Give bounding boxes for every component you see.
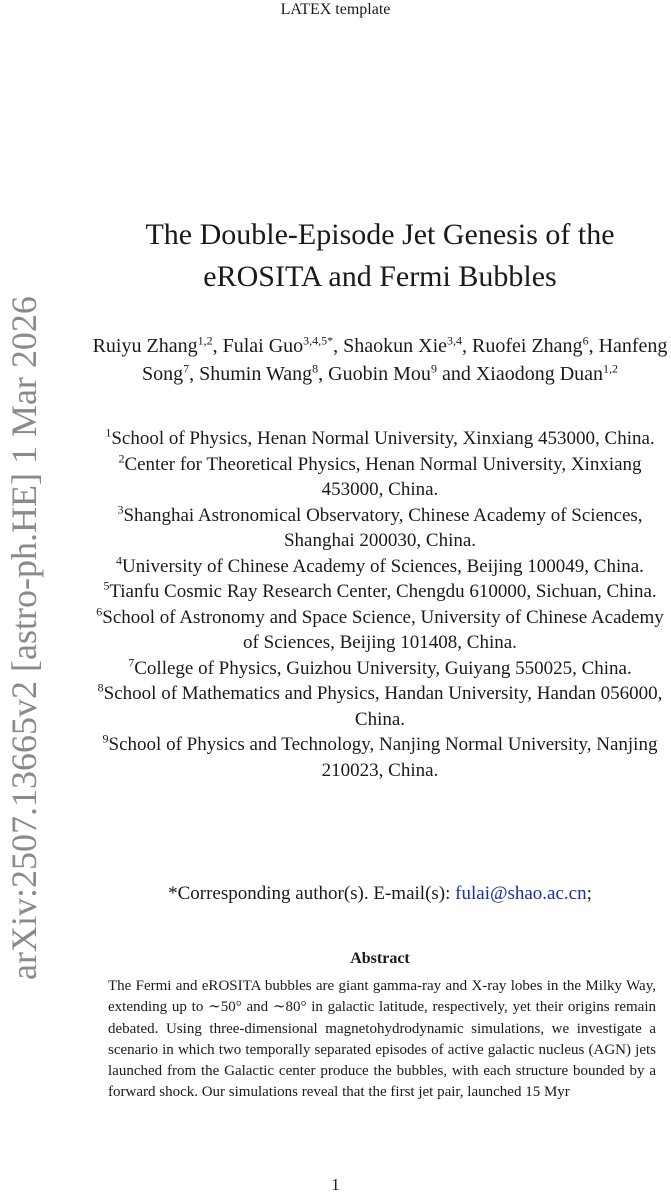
author-affiliation-marker: 1,2: [197, 333, 213, 348]
affiliation-text: Center for Theoretical Physics, Henan Normal University, Xinxiang 453000, China.: [124, 453, 642, 500]
affiliation-text: School of Mathematics and Physics, Handan University, Handan 056000, China.: [103, 683, 663, 730]
affiliation-text: Shanghai Astronomical Observatory, Chinese Academy of Sciences, Shanghai 200030, China.: [123, 504, 643, 551]
affiliation-item: [90, 732, 670, 783]
abstract-body: The Fermi and eROSITA bubbles are giant gamma-ray and X-ray lobes in the Milky Way, extending up to ∼50° and ∼80° in galactic latitude, respectively, yet their origins remain debated. Using three-dimensional magnetohydrodynamic simulations, we investigate a scenario in which two temporally separated episodes of active galactic nucleus (AGN) jets launched from the Galactic center produce the bubbles, with each structure bounded by a forward shock. Our simulations reveal that the first jet pair, launched 15 Myr: [108, 978, 656, 1101]
author-affiliation-marker: 3,4,5*: [303, 333, 334, 348]
affiliation-number: 3: [117, 502, 124, 517]
corresponding-label: *Corresponding author(s). E-mail(s):: [168, 883, 456, 904]
affiliation-text: School of Physics, Henan Normal University, Xinxiang 453000, China.: [111, 428, 655, 449]
author-affiliation-marker: 8: [312, 361, 319, 376]
author-affiliation-marker: 6: [582, 333, 589, 348]
arxiv-identifier[interactable]: arXiv:2507.13665v2 [astro-ph.HE] 1 Mar 2026: [4, 296, 44, 980]
affiliation-number: 6: [96, 604, 103, 619]
author-name: Ruofei Zhang: [472, 335, 583, 357]
affiliation-item: [90, 426, 670, 452]
affiliation-number: 4: [116, 553, 123, 568]
title-line-1: The Double-Episode Jet Genesis of the: [145, 218, 615, 251]
affiliation-number: 7: [128, 655, 135, 670]
author-separator: ,: [318, 363, 329, 385]
author-name: and Xiaodong Duan: [441, 363, 604, 385]
affiliation-item: [90, 452, 670, 503]
affiliation-text: College of Physics, Guizhou University, Guiyang 550025, China.: [134, 657, 632, 679]
affiliation-text: School of Physics and Technology, Nanjing Normal University, Nanjing 210023, China.: [108, 734, 658, 781]
author-name: Hanfeng Song: [141, 335, 668, 385]
author-separator: ,: [189, 363, 200, 385]
running-header: LATEX template: [280, 1, 391, 18]
author-separator: ,: [333, 335, 344, 357]
affiliation-number: 5: [103, 578, 110, 593]
paper-title: [90, 214, 670, 298]
author-separator: ,: [588, 335, 599, 357]
author-name: Shaokun Xie: [343, 335, 448, 357]
affiliation-item: [90, 605, 670, 656]
corresponding-suffix: ;: [586, 883, 592, 904]
author-list: [90, 332, 670, 388]
author-name: Shumin Wang: [199, 363, 313, 385]
affiliation-item: [90, 554, 670, 580]
author-affiliation-marker: 7: [183, 361, 190, 376]
author-separator: ,: [212, 335, 223, 357]
abstract-heading: Abstract: [350, 950, 410, 967]
author-separator: ,: [462, 335, 473, 357]
author-affiliation-marker: 9: [430, 361, 437, 376]
affiliation-text: University of Chinese Academy of Sciences, Beijing 100049, China.: [122, 555, 644, 577]
affiliation-number: 1: [105, 425, 112, 440]
affiliation-number: 9: [102, 731, 109, 746]
affiliation-item: [90, 579, 670, 605]
author-name: Fulai Guo: [222, 335, 304, 357]
author-name: Guobin Mou: [328, 363, 431, 385]
affiliation-number: 8: [97, 680, 104, 695]
title-line-2: eROSITA and Fermi Bubbles: [203, 260, 557, 293]
author-affiliation-marker: 3,4: [447, 333, 463, 348]
author-affiliation-marker: 1,2: [603, 361, 619, 376]
author-name: Ruiyu Zhang: [92, 335, 198, 357]
corresponding-author: [90, 881, 670, 907]
arxiv-sidebar: [4, 268, 44, 1008]
affiliation-text: School of Astronomy and Space Science, University of Chinese Academy of Sciences, Beijing 101408, China.: [102, 606, 664, 653]
affiliation-item: [90, 503, 670, 554]
affiliation-text: Tianfu Cosmic Ray Research Center, Chengdu 610000, Sichuan, China.: [109, 581, 657, 602]
affiliation-list: [90, 426, 670, 783]
affiliation-item: [90, 681, 670, 732]
affiliation-number: 2: [118, 451, 125, 466]
corresponding-email-link[interactable]: fulai@shao.ac.cn: [455, 883, 587, 904]
affiliation-item: [90, 656, 670, 682]
page-number: 1: [331, 1175, 340, 1194]
